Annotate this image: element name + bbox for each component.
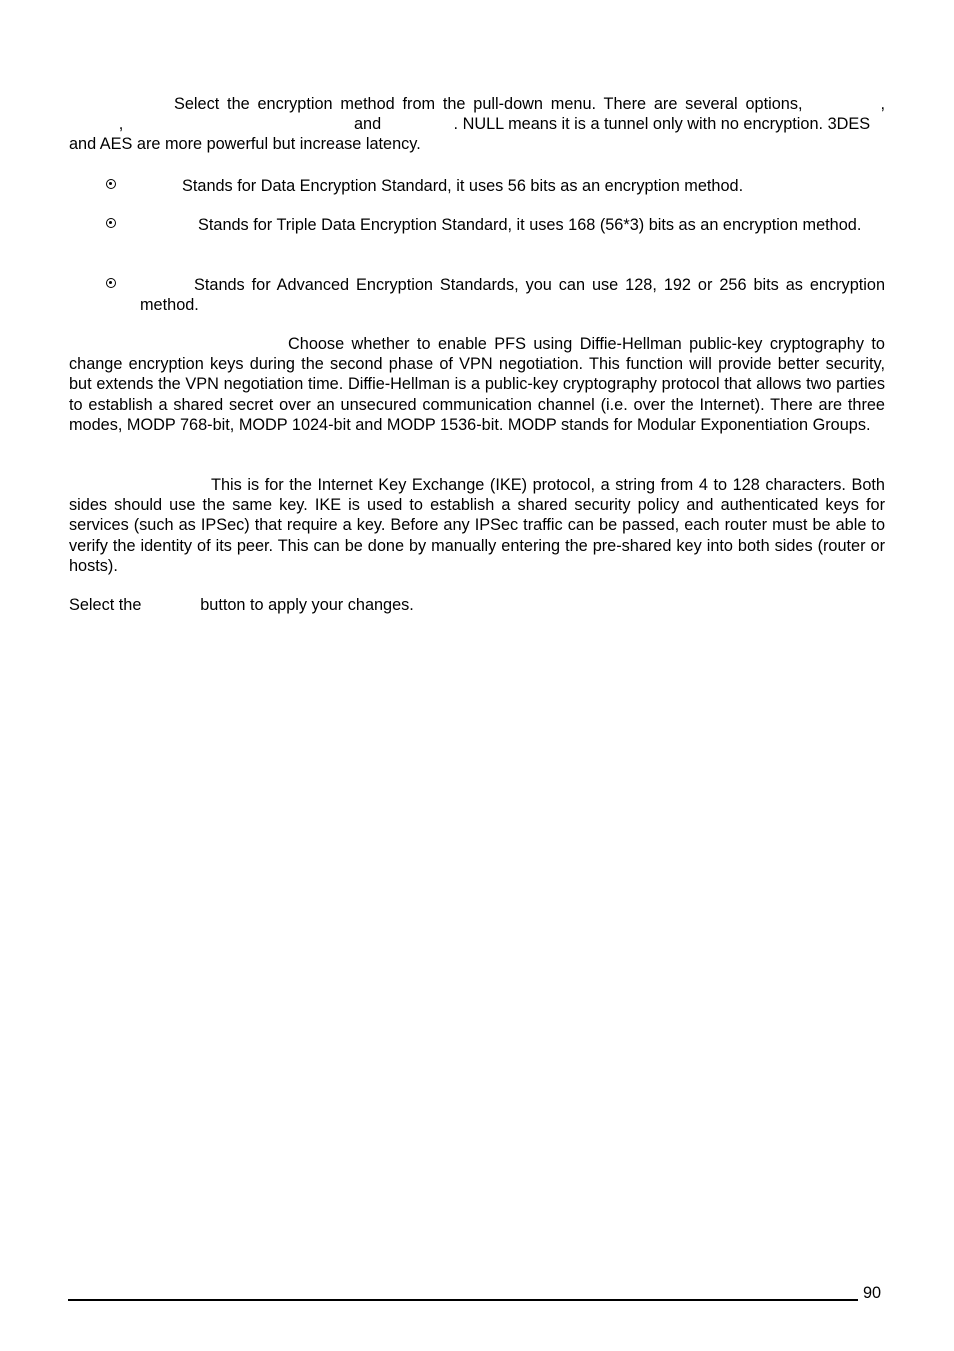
bullet-aes [69, 275, 885, 315]
encryption-line-1: Select the encryption method from the pull-down menu. There are several options, , [174, 95, 885, 113]
encryption-line-2: , and . NULL means it is a tunnel only with no encryption. 3DES [69, 115, 871, 134]
encryption-paragraph [69, 94, 885, 155]
apply-instruction-text: Select the button to apply your changes. [69, 596, 414, 614]
bullet-circle-icon [106, 278, 116, 288]
footer-rule [68, 1299, 858, 1301]
encryption-line-3: and AES are more powerful but increase latency. [69, 135, 421, 154]
pfs-paragraph: Choose whether to enable PFS using Diffie-Hellman public-key cryptography to change encryption keys during the second phase of VPN negotiation. This function will provide better security, but extends the VPN negotiation time. Diffie-Hellman is a public-key cryptography protocol that allows two parties to establish a shared secret over an unsecured communication channel (i.e. over the Internet). There are three modes, MODP 768-bit, MODP 1024-bit and MODP 1536-bit. MODP stands for Modular Exponentiation Groups. [69, 335, 885, 434]
bullet-des-text: Stands for Data Encryption Standard, it uses 56 bits as an encryption method. [182, 177, 744, 195]
apply-instruction [69, 595, 885, 615]
bullet-circle-icon [106, 218, 116, 228]
bullet-3des [69, 215, 885, 235]
bullet-circle-icon [106, 179, 116, 189]
bullet-3des-text: Stands for Triple Data Encryption Standard, it uses 168 (56*3) bits as an encryption method. [198, 216, 862, 234]
pre-shared-key-paragraph: This is for the Internet Key Exchange (IKE) protocol, a string from 4 to 128 characters. Both sides should use the same key. IKE is used to establish a shared security policy and authenticated keys for services (such as IPSec) that require a key. Before any IPSec traffic can be passed, each router must be able to verify the identity of its peer. This can be done by manually entering the pre-shared key into both sides (router or hosts). [69, 476, 885, 575]
bullet-aes-text: Stands for Advanced Encryption Standards, you can use 128, 192 or 256 bits as encryption method. [140, 276, 885, 314]
page-number: 90 [863, 1284, 882, 1302]
bullet-des [69, 176, 885, 196]
